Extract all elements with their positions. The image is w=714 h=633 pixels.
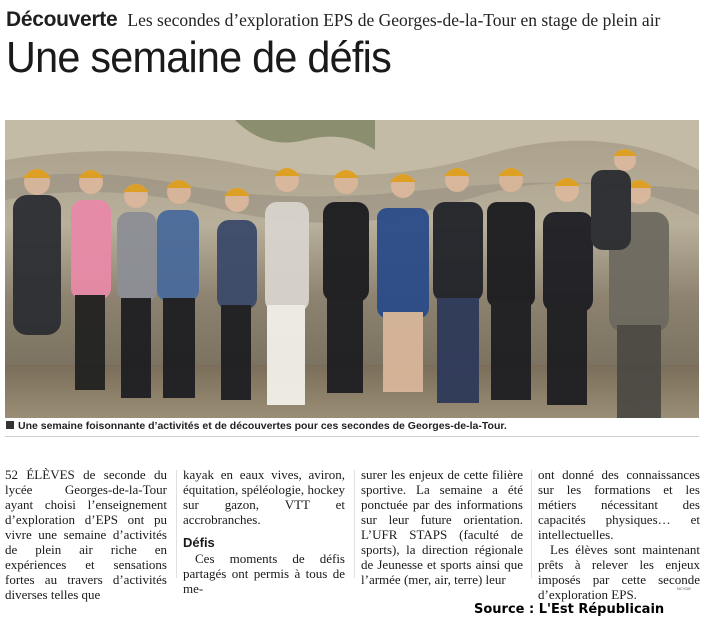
photo-caption	[6, 419, 706, 433]
column-divider	[176, 470, 177, 578]
author-signature: NCYDE	[677, 586, 692, 591]
kicker-row	[6, 6, 708, 36]
column-1-text: 52 ÉLÈVES de seconde du lycée Georges-de-la-Tour ayant choisi l’enseignement d’exploration d’EPS ont pu vivre une semaine d’activités de plein air riche en expériences et sensations fortes au travers d’activités diverses telles que	[5, 467, 167, 602]
column-3-text: surer les enjeux de cette filière sportive. La semaine a été ponctuée par des informations sur leur future orientation. L’UFR STAPS (faculté de sports), la direction régionale de Jeunesse et sports ainsi que l’armée (mer, air, terre) leur	[361, 467, 523, 587]
column-divider	[354, 470, 355, 578]
caption-text: Une semaine foisonnante d’activités et de découvertes pour ces secondes de Georges-de-la-Tour.	[18, 420, 507, 432]
caption-divider	[5, 436, 699, 437]
section-heading-defis: Défis	[183, 535, 215, 550]
article-column-4	[538, 467, 700, 602]
article-header	[6, 6, 708, 36]
article-column-3	[361, 467, 523, 587]
caption-bullet	[6, 421, 14, 429]
source-credit: Source : L'Est Républicain	[474, 602, 665, 617]
article-subtitle: Les secondes d’exploration EPS de Georges-de-la-Tour en stage de plein air	[127, 10, 661, 30]
column-2-paragraph: Ces moments de défis partagés ont permis à tous de me-	[183, 551, 345, 596]
column-divider	[531, 470, 532, 578]
article-column-1	[5, 467, 167, 602]
column-4-text: ont donné des connaissances sur les formations et les métiers nécessitant des capacités physiques… et intellectuelles.	[538, 467, 700, 542]
article-title: Une semaine de défis	[6, 33, 392, 82]
article-column-2	[183, 467, 345, 596]
group-photo	[5, 120, 699, 418]
section-kicker: Découverte	[6, 8, 118, 31]
column-2-text: kayak en eaux vives, aviron, équitation, spéléologie, hockey sur gazon, VTT et accrobranches.	[183, 467, 345, 527]
column-4-paragraph: Les élèves sont maintenant prêts à relever les enjeux imposés par cette seconde d’exploration EPS.	[538, 542, 700, 602]
